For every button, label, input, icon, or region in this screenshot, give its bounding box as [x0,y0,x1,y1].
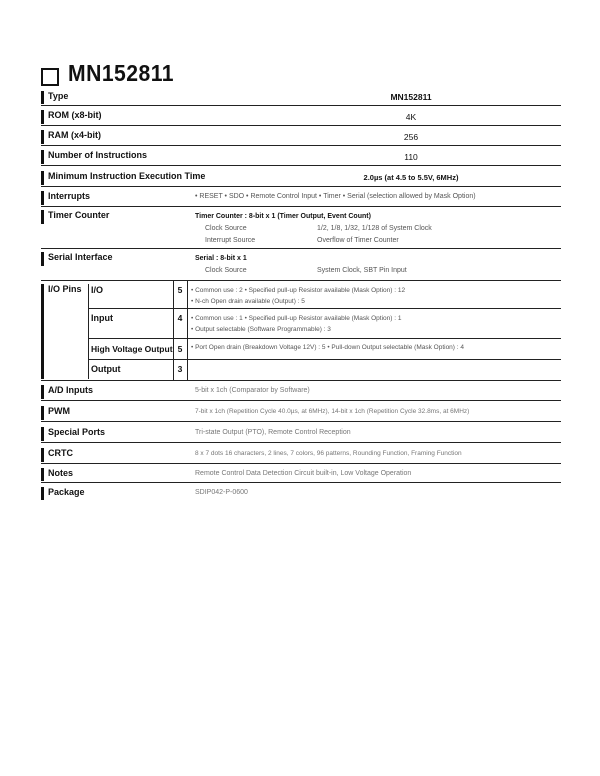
serial-details [195,253,407,277]
label-special: Special Ports [41,427,261,441]
io-sub-input-text [191,313,401,335]
timer-details [195,211,432,247]
io-sub-hv-name: High Voltage Output [91,344,173,354]
label-ad: A/D Inputs [41,385,261,399]
row-min-exec [41,166,561,187]
label-instructions: Number of Instructions [41,150,261,164]
io-sub-input-name: Input [91,313,113,323]
io-sub-io [89,281,561,308]
row-crtc [41,443,561,464]
value-package: SDIP042-P-0600 [195,489,248,496]
label-package: Package [41,487,261,500]
timer-line2 [195,223,432,235]
io-sub-input-line1: • Common use : 1 • Specified pull-up Resistor available (Mask Option) : 1 [191,315,402,322]
timer-line1: Timer Counter : 8-bit x 1 (Timer Output, Event Count) [195,213,371,220]
timer-interrupt-label: Interrupt Source [205,237,256,244]
io-divider-h [187,360,188,381]
value-ad: 5-bit x 1ch (Comparator by Software) [195,387,310,394]
value-crtc: 8 x 7 dots 16 characters, 2 lines, 7 colors, 96 patterns, Rounding Function, Framing Function [195,450,462,457]
label-min-exec: Minimum Instruction Execution Time [41,171,261,185]
value-ram: 256 [403,132,419,142]
label-rom: ROM (x8-bit) [41,110,261,124]
io-divider-b [187,281,188,308]
io-sub-hv-line1: • Port Open drain (Breakdown Voltage 12V) : 5 • Pull-down Output selectable (Mask Option) : 4 [191,344,464,351]
page-title-block [41,60,183,87]
io-sub-hv [89,338,561,360]
page-title: MN152811 [68,60,175,86]
value-type: MN152811 [390,92,432,102]
serial-clock-value: System Clock, SBT Pin Input [317,267,407,274]
value-rom: 4K [405,112,417,122]
label-timer: Timer Counter [41,210,261,224]
label-serial: Serial Interface [41,252,261,266]
io-sub-hv-count: 5 [177,344,183,354]
row-io [41,281,561,381]
row-special [41,422,561,443]
io-divider-g [173,360,174,381]
io-sub-io-line2: • N-ch Open drain available (Output) : 5 [191,298,305,305]
value-pwm: 7-bit x 1ch (Repetition Cycle 40.0µs, at 6MHz), 14-bit x 1ch (Repetition Cycle 32.8ms, at 6MHz) [195,408,470,415]
row-rom [41,106,561,126]
timer-line3 [195,235,432,247]
row-serial [41,249,561,281]
io-divider-f [187,339,188,360]
row-instructions [41,146,561,166]
label-interrupts: Interrupts [41,191,261,205]
serial-line1: Serial : 8-bit x 1 [195,255,247,262]
io-sub-io-name: I/O [91,285,104,295]
timer-interrupt-value: Overflow of Timer Counter [317,237,399,244]
label-crtc: CRTC [41,448,261,462]
row-interrupts [41,187,561,207]
timer-clock-value: 1/2, 1/8, 1/32, 1/128 of System Clock [317,225,432,232]
io-sub-io-text [191,285,405,307]
title-checkbox-icon [41,68,59,86]
row-type [41,89,561,106]
io-sub-input-line2: • Output selectable (Software Programmable) : 3 [191,326,331,333]
io-sub-input-count: 4 [177,313,183,323]
value-min-exec: 2.0µs (at 4.5 to 5.5V, 6MHz) [363,173,459,182]
io-sub-input [89,308,561,339]
serial-line2 [195,265,407,277]
io-sub-io-count: 5 [177,285,183,295]
row-notes [41,464,561,483]
label-ram: RAM (x4-bit) [41,130,261,144]
io-divider-e [173,339,174,360]
value-special: Tri-state Output (PTO), Remote Control Reception [195,429,351,436]
value-interrupts: • RESET • SDO • Remote Control Input • Timer • Serial (selection allowed by Mask Option) [195,193,476,200]
row-pwm [41,401,561,422]
value-instructions: 110 [404,152,418,162]
io-sub-output-name: Output [91,364,121,374]
row-ad [41,381,561,401]
io-sub-io-line1: • Common use : 2 • Specified pull-up Resistor available (Mask Option) : 12 [191,287,406,294]
io-divider-a [173,281,174,308]
label-type: Type [41,91,261,104]
row-ram [41,126,561,146]
label-pwm: PWM [41,406,261,420]
io-sub-output-count: 3 [177,364,183,374]
io-divider-c [173,309,174,339]
io-divider-d [187,309,188,339]
label-io: I/O Pins [41,284,89,379]
row-package [41,483,561,501]
label-notes: Notes [41,468,261,481]
row-timer [41,207,561,249]
io-sub-output [89,359,561,381]
spec-table [41,89,561,501]
value-notes: Remote Control Data Detection Circuit built-in, Low Voltage Operation [195,470,412,477]
serial-clock-label: Clock Source [205,267,247,274]
timer-clock-label: Clock Source [205,225,247,232]
